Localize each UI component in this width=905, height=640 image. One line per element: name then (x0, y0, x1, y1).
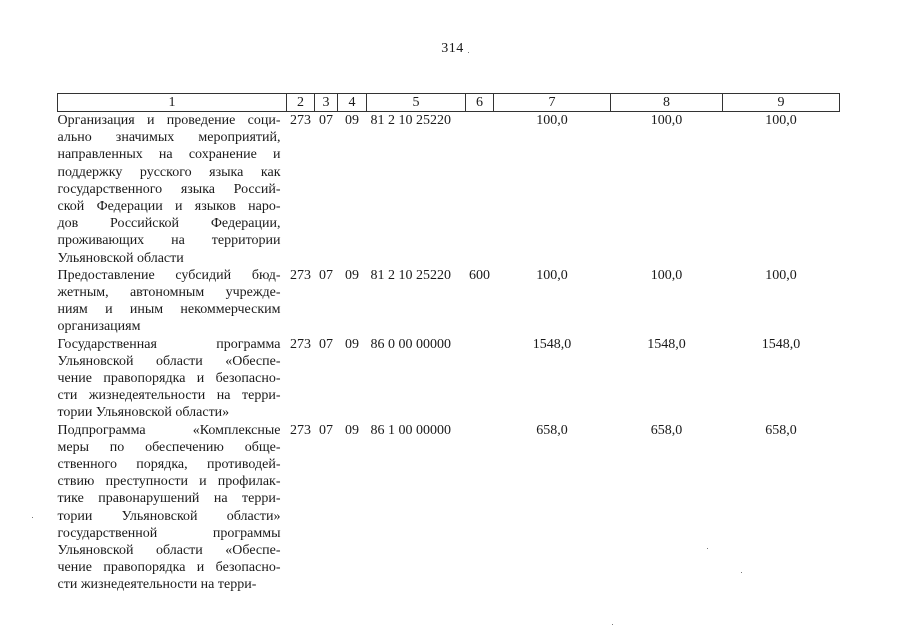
row-name-line: Ульяновской области «Обеспе- (57, 543, 281, 559)
row-name-line: Ульяновской области (57, 250, 184, 266)
row-name-line: ской Федерации и языков наро- (57, 199, 281, 215)
cell-c8: 100,0 (650, 113, 683, 128)
row-name-cell (58, 422, 287, 594)
cell-c3: 07 (319, 422, 333, 438)
scan-speck (32, 517, 33, 518)
cell-c9: 1548,0 (761, 336, 801, 352)
cell-c4: 09 (345, 113, 359, 128)
cell-c4: 09 (345, 267, 359, 283)
row-name-line: тории Ульяновской области» (57, 405, 230, 421)
cell-c5: 86 1 00 00000 (370, 422, 451, 438)
row-name-line: Подпрограмма «Комплексные (57, 422, 281, 438)
row-name-line: тории Ульяновской области» (57, 508, 281, 524)
row-name-line: государственного языка Россий- (57, 181, 281, 197)
row-name-cell (58, 112, 287, 267)
cell-c9: 100,0 (765, 113, 797, 128)
column-header-9: 9 (723, 94, 840, 112)
table-body (58, 112, 840, 594)
column-header-1: 1 (58, 94, 287, 112)
cell-c4: 09 (345, 336, 359, 352)
cell-c9: 100,0 (765, 267, 797, 283)
cell-c8: 100,0 (650, 267, 683, 283)
table-row (58, 112, 840, 267)
column-header-3: 3 (315, 94, 338, 112)
table-row (58, 267, 840, 336)
cell-c7: 100,0 (536, 113, 568, 128)
cell-c7: 100,0 (536, 267, 568, 283)
cell-c3: 07 (319, 267, 333, 283)
cell-c9: 658,0 (765, 422, 797, 438)
cell-c6: 600 (469, 267, 490, 283)
cell-c5: 81 2 10 25220 (370, 113, 451, 128)
cell-c7: 658,0 (536, 422, 568, 438)
cell-c6 (466, 112, 494, 267)
row-name-line: меры по обеспечению обще- (57, 439, 281, 455)
scan-speck (612, 624, 613, 625)
cell-c8: 1548,0 (647, 336, 686, 352)
cell-c7: 1548,0 (532, 336, 572, 352)
scan-speck (741, 572, 742, 573)
cell-c6 (466, 422, 494, 594)
column-header-6: 6 (466, 94, 494, 112)
cell-c4: 09 (345, 422, 359, 438)
row-name-line: ально значимых мероприятий, (57, 130, 281, 146)
table-row (58, 336, 840, 422)
column-header-7: 7 (494, 94, 611, 112)
row-name-line: ниям и иным некоммерческим (57, 302, 281, 318)
page-number: 314 (441, 41, 464, 56)
row-name-cell (58, 267, 287, 336)
scan-speck (707, 548, 708, 549)
column-header-4: 4 (338, 94, 367, 112)
row-name-cell (58, 336, 287, 422)
row-name-line: сти жизнедеятельности на терри- (57, 577, 257, 593)
cell-c8: 658,0 (650, 422, 683, 438)
row-name-line: чение правопорядка и безопасно- (57, 560, 281, 576)
column-header-5: 5 (367, 94, 466, 112)
cell-c2: 273 (290, 267, 311, 283)
row-name-line: ственного порядка, противодей- (57, 457, 281, 473)
cell-c5: 81 2 10 25220 (370, 267, 451, 283)
row-name-line: организациям (57, 319, 141, 335)
row-name-line: ствию преступности и профилак- (57, 474, 281, 490)
cell-c5: 86 0 00 00000 (370, 336, 451, 352)
column-header-2: 2 (287, 94, 315, 112)
budget-table (57, 93, 840, 594)
cell-c2: 273 (290, 422, 311, 438)
row-name-line: Ульяновской области «Обеспе- (57, 353, 281, 369)
column-header-8: 8 (611, 94, 723, 112)
row-name-line: поддержку русского языка как (57, 164, 281, 180)
row-name-line: направленных на сохранение и (57, 147, 281, 163)
row-name-line: тике правонарушений на терри- (57, 491, 281, 507)
cell-c6 (466, 336, 494, 422)
row-name-line: жетным, автономным учрежде- (57, 285, 281, 301)
row-name-line: дов Российской Федерации, (57, 216, 281, 232)
row-name-line: Государственная программа (57, 336, 281, 352)
row-name-line: Предоставление субсидий бюд- (57, 267, 281, 283)
row-name-line: чение правопорядка и безопасно- (57, 371, 281, 387)
header-row (58, 94, 840, 112)
table-row (58, 422, 840, 594)
cell-c3: 07 (319, 113, 333, 128)
row-name-line: государственной программы (57, 525, 281, 541)
cell-c2: 273 (290, 113, 311, 128)
scan-speck (468, 52, 469, 53)
row-name-line: проживающих на территории (57, 233, 281, 249)
cell-c3: 07 (319, 336, 333, 352)
row-name-line: сти жизнедеятельности на терри- (57, 388, 281, 404)
cell-c2: 273 (290, 336, 311, 352)
row-name-line: Организация и проведение соци- (57, 113, 281, 128)
